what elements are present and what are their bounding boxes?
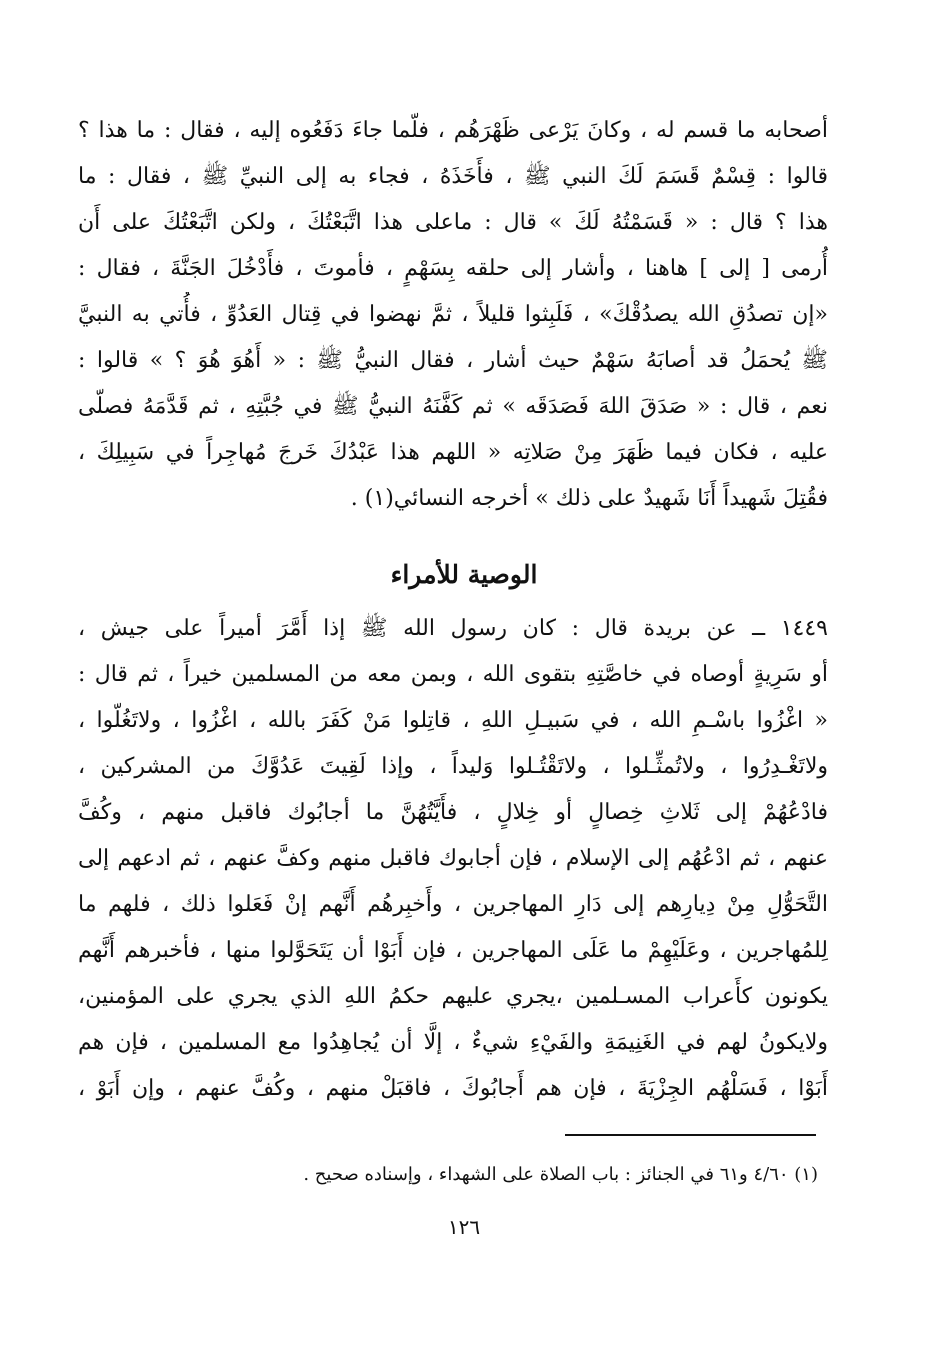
page-number: ١٢٦ [447,1215,481,1239]
text-line: فقُتِلَ شَهيداً أَنَا شَهيدٌ على ذلك » أخرجه النسائي(١) . [350,486,828,511]
text-line: أَبَوْا ، فَسَلْهُم الجِزْيَةَ ، فإن هم أَجابُوكَ ، فاقبَلْ منهم ، وكُفَّ عنهم ، وإن أَبَوْ ، [78,1076,828,1101]
text-line: ﷺ يُحمَلُ قد أصابَهُ سَهْمٌ حيث أشار ، فقال النبيُّ ﷺ : « أَهُوَ هُوَ ؟ » قالوا : [78,348,828,373]
text-line: فادْعُهُمْ إلى ثَلاثِ خِصالٍ أو خِلالٍ ، فأَيَّتُهُنَّ ما أجابُوك فاقبل منهم ، وكُفَّ [78,800,828,825]
footnote: (١) ٤/٦٠ و٦١ في الجنائز : باب الصلاة على الشهداء ، وإسناده صحيح . [303,1164,818,1185]
text-line: أُرمى [ إلى ] هاهنا ، وأشار إلى حلقه بِسَهْمٍ ، فأموتَ ، فأَدْخُلَ الجَنَّةَ ، فقال : [78,256,828,281]
text-line: عليه ، فكان فيما ظَهَرَ مِنْ صَلاتِه « اللهم هذا عَبْدُكَ خَرجَ مُهاجِراً في سَبِيلِكَ ، [78,440,828,465]
paragraph-hadith-1449 [78,606,828,1112]
text-line: «إن تصدُقِ الله يصدُقْكَ» ، فَلَبِثوا قليلاً ، ثمَّ نهضوا في قِتال العَدُوِّ ، فأُتي به النبيَّ [78,302,828,327]
text-line: قالوا : قِسْمٌ قَسَمَ لَكَ النبي ﷺ ، فأَخَذَهُ ، فجاء به إلى النبيِّ ﷺ ، فقال : ما [78,164,828,189]
text-line: أو سَرِيةٍ أوصاه في خاصَّتِهِ بتقوى الله ، وبمن معه من المسلمين خيراً ، ثم قال : [78,662,828,687]
text-line: التَّحَوُّلِ مِنْ دِيارِهم إلى دَارِ المهاجرين ، وأَخبِرهُم أَنَّهم إنْ فَعَلوا ذلك ، فلهم ما [78,892,828,917]
footnote-divider [565,1134,816,1136]
text-line: يكونون كأَعراب المسـلمين ،يجري عليهم حكمُ اللهِ الذي يجري على المؤمنين، [78,984,828,1009]
text-line: أصحابه ما قسم له ، وكانَ يَرْعى ظَهْرَهُم ، فلّما جاءَ دَفَعُوه إليه ، فقال : ما هذا ؟ [78,118,828,143]
text-line: عنهم ، ثم ادْعُهُم إلى الإسلام ، فإن أجابوك فاقبل منهم وكفَّ عنهم ، ثم ادعهم إلى [78,846,828,871]
text-line: هذا ؟ قال : « قَسَمْتُهُ لَكَ » قال : ماعلى هذا اتَّبَعْتُكَ ، ولكن اتَّبَعْتُكَ على أَن [78,210,828,235]
text-line: ولاتَغْـدِرُوا ، ولاتُمثِّـلوا ، ولاتَقْتُـلوا وَليداً ، وإذا لَقِيتَ عَدُوَّكَ من المشركين ، [78,754,828,779]
text-line: لِلمُهاجرين ، وعَلَيْهِمْ ما عَلَى المهاجرين ، فإن أَبَوْا أن يَتَحَوَّلوا منها ، فأخبرهم أَنَّهم [78,938,828,963]
section-heading: الوصية للأمراء [390,560,538,589]
text-line: نعم ، قال : « صَدَقَ اللهَ فَصَدَقَه » ثم كَفَّنَهُ النبيُّ ﷺ في جُبَّتِهِ ، ثم قَدَّمَهُ فصلّى [78,394,828,419]
text-line: ١٤٤٩ ــ عن بريدة قال : كان رسول الله ﷺ إذا أَمَّرَ أميراً على جيش ، [78,616,828,641]
text-line: ولايكونُ لهم في الغَنِيمَةِ والفَيْءِ شيءٌ ، إلَّا أن يُجاهِدُوا مع المسلمين ، فإن هم [78,1030,828,1055]
text-line: « اغْزُوا باسْـمِ الله ، في سَبيـلِ اللهِ ، قاتِلوا مَنْ كَفَرَ بالله ، اغْزُوا ، ولاتَغُلّوا ، [78,708,828,733]
paragraph-hadith-continuation [78,108,828,522]
